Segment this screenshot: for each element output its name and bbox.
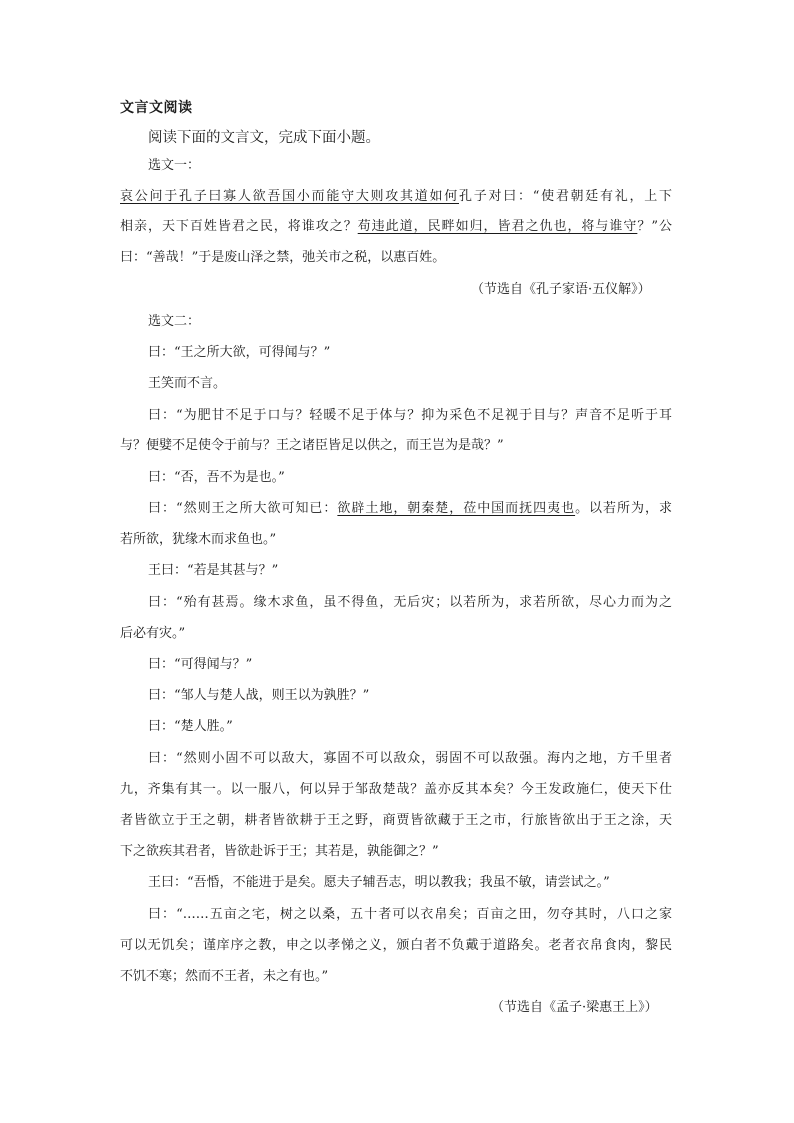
underlined-sentence: 欲辟土地，朝秦楚，莅中国而抚四夷也 (337, 501, 576, 516)
underlined-sentence: 苟违此道，民畔如归，皆君之仇也，将与谁守 (357, 219, 638, 234)
section-heading: 文言文阅读 (120, 100, 193, 116)
passage2-paragraph: 王曰：“吾惛，不能进于是矣。愿夫子辅吾志，明以教我；我虽不敏，请尝试之。” (148, 875, 610, 890)
passage2-paragraph: 可以无饥矣；谨庠序之教，申之以孝悌之义，颁白者不负戴于道路矣。老者衣帛食肉，黎民 (120, 938, 672, 953)
passage2-paragraph: 不饥不寒；然而不王者，未之有也。” (120, 969, 329, 984)
passage2-paragraph: 曰：“殆有甚焉。缘木求鱼，虽不得鱼，无后灾；以若所为，求若所欲，尽心力而为之 (148, 595, 672, 610)
passage2-paragraph: 者皆欲立于王之朝，耕者皆欲耕于王之野，商贾皆欲藏于王之市，行旅皆欲出于王之涂，天 (120, 813, 672, 828)
underlined-sentence: 哀公问于孔子曰寡人欲吾国小而能守大则攻其道如何 (120, 189, 459, 204)
passage2-paragraph: 九，齐集有其一。以一服八，何以异于邹敌楚哉？盖亦反其本矣？今王发政施仁，使天下仕 (120, 782, 672, 797)
passage2-paragraph: 后必有灾。” (120, 626, 186, 641)
passage2-paragraph: 曰：“然则小固不可以敌大，寡固不可以敌众，弱固不可以敌强。海内之地，方千里者 (148, 751, 672, 766)
passage2-paragraph (148, 500, 672, 518)
passage2-label: 选文二： (148, 314, 201, 329)
passage-text: 曰：“然则王之所大欲可知已： (148, 501, 338, 516)
instruction-text: 阅读下面的文言文，完成下面小题。 (148, 130, 380, 146)
passage1-line (120, 188, 672, 206)
passage2-paragraph: 曰：“……五亩之宅，树之以桑，五十者可以衣帛矣；百亩之田，勿夺其时，八口之家 (148, 907, 672, 922)
passage-text: 孔子对曰：“使君朝廷有礼，上下 (459, 189, 672, 204)
passage-text: 相亲，天下百姓皆君之民，将谁攻之？ (120, 219, 358, 234)
passage2-paragraph: 王笑而不言。 (148, 376, 227, 391)
passage1-source: （节选自《孔子家语·五仪解》） (471, 282, 651, 297)
passage2-paragraph: 曰：“邹人与楚人战，则王以为孰胜？” (148, 688, 370, 703)
passage2-paragraph: 下之欲疾其君者，皆欲赴诉于王；其若是，孰能御之？” (120, 844, 439, 859)
passage-text: 。以若所为，求 (575, 501, 672, 516)
passage1-line (120, 218, 672, 236)
passage2-paragraph: 曰：“否，吾不为是也。” (148, 470, 285, 485)
passage2-paragraph: 曰：“楚人胜。” (148, 719, 233, 734)
passage1-line: 曰：“善哉！”于是废山泽之禁，弛关市之税，以惠百姓。 (120, 250, 446, 265)
passage2-paragraph: 王曰：“若是其甚与？” (148, 563, 279, 578)
passage2-paragraph: 与？便嬖不足使令于前与？王之诸臣皆足以供之，而王岂为是哉？” (120, 438, 504, 453)
passage1-label: 选文一： (148, 158, 201, 173)
passage2-paragraph: 曰：“王之所大欲，可得闻与？” (148, 345, 331, 360)
passage2-paragraph: 曰：“为肥甘不足于口与？轻暖不足于体与？抑为采色不足视于目与？声音不足听于耳 (148, 408, 672, 423)
passage2-paragraph: 曰：“可得闻与？” (148, 657, 253, 672)
passage2-paragraph: 若所欲，犹缘木而求鱼也。” (120, 532, 277, 547)
passage-text: ？”公 (637, 219, 672, 234)
passage2-source: （节选自《孟子·梁惠王上》） (491, 1000, 658, 1015)
